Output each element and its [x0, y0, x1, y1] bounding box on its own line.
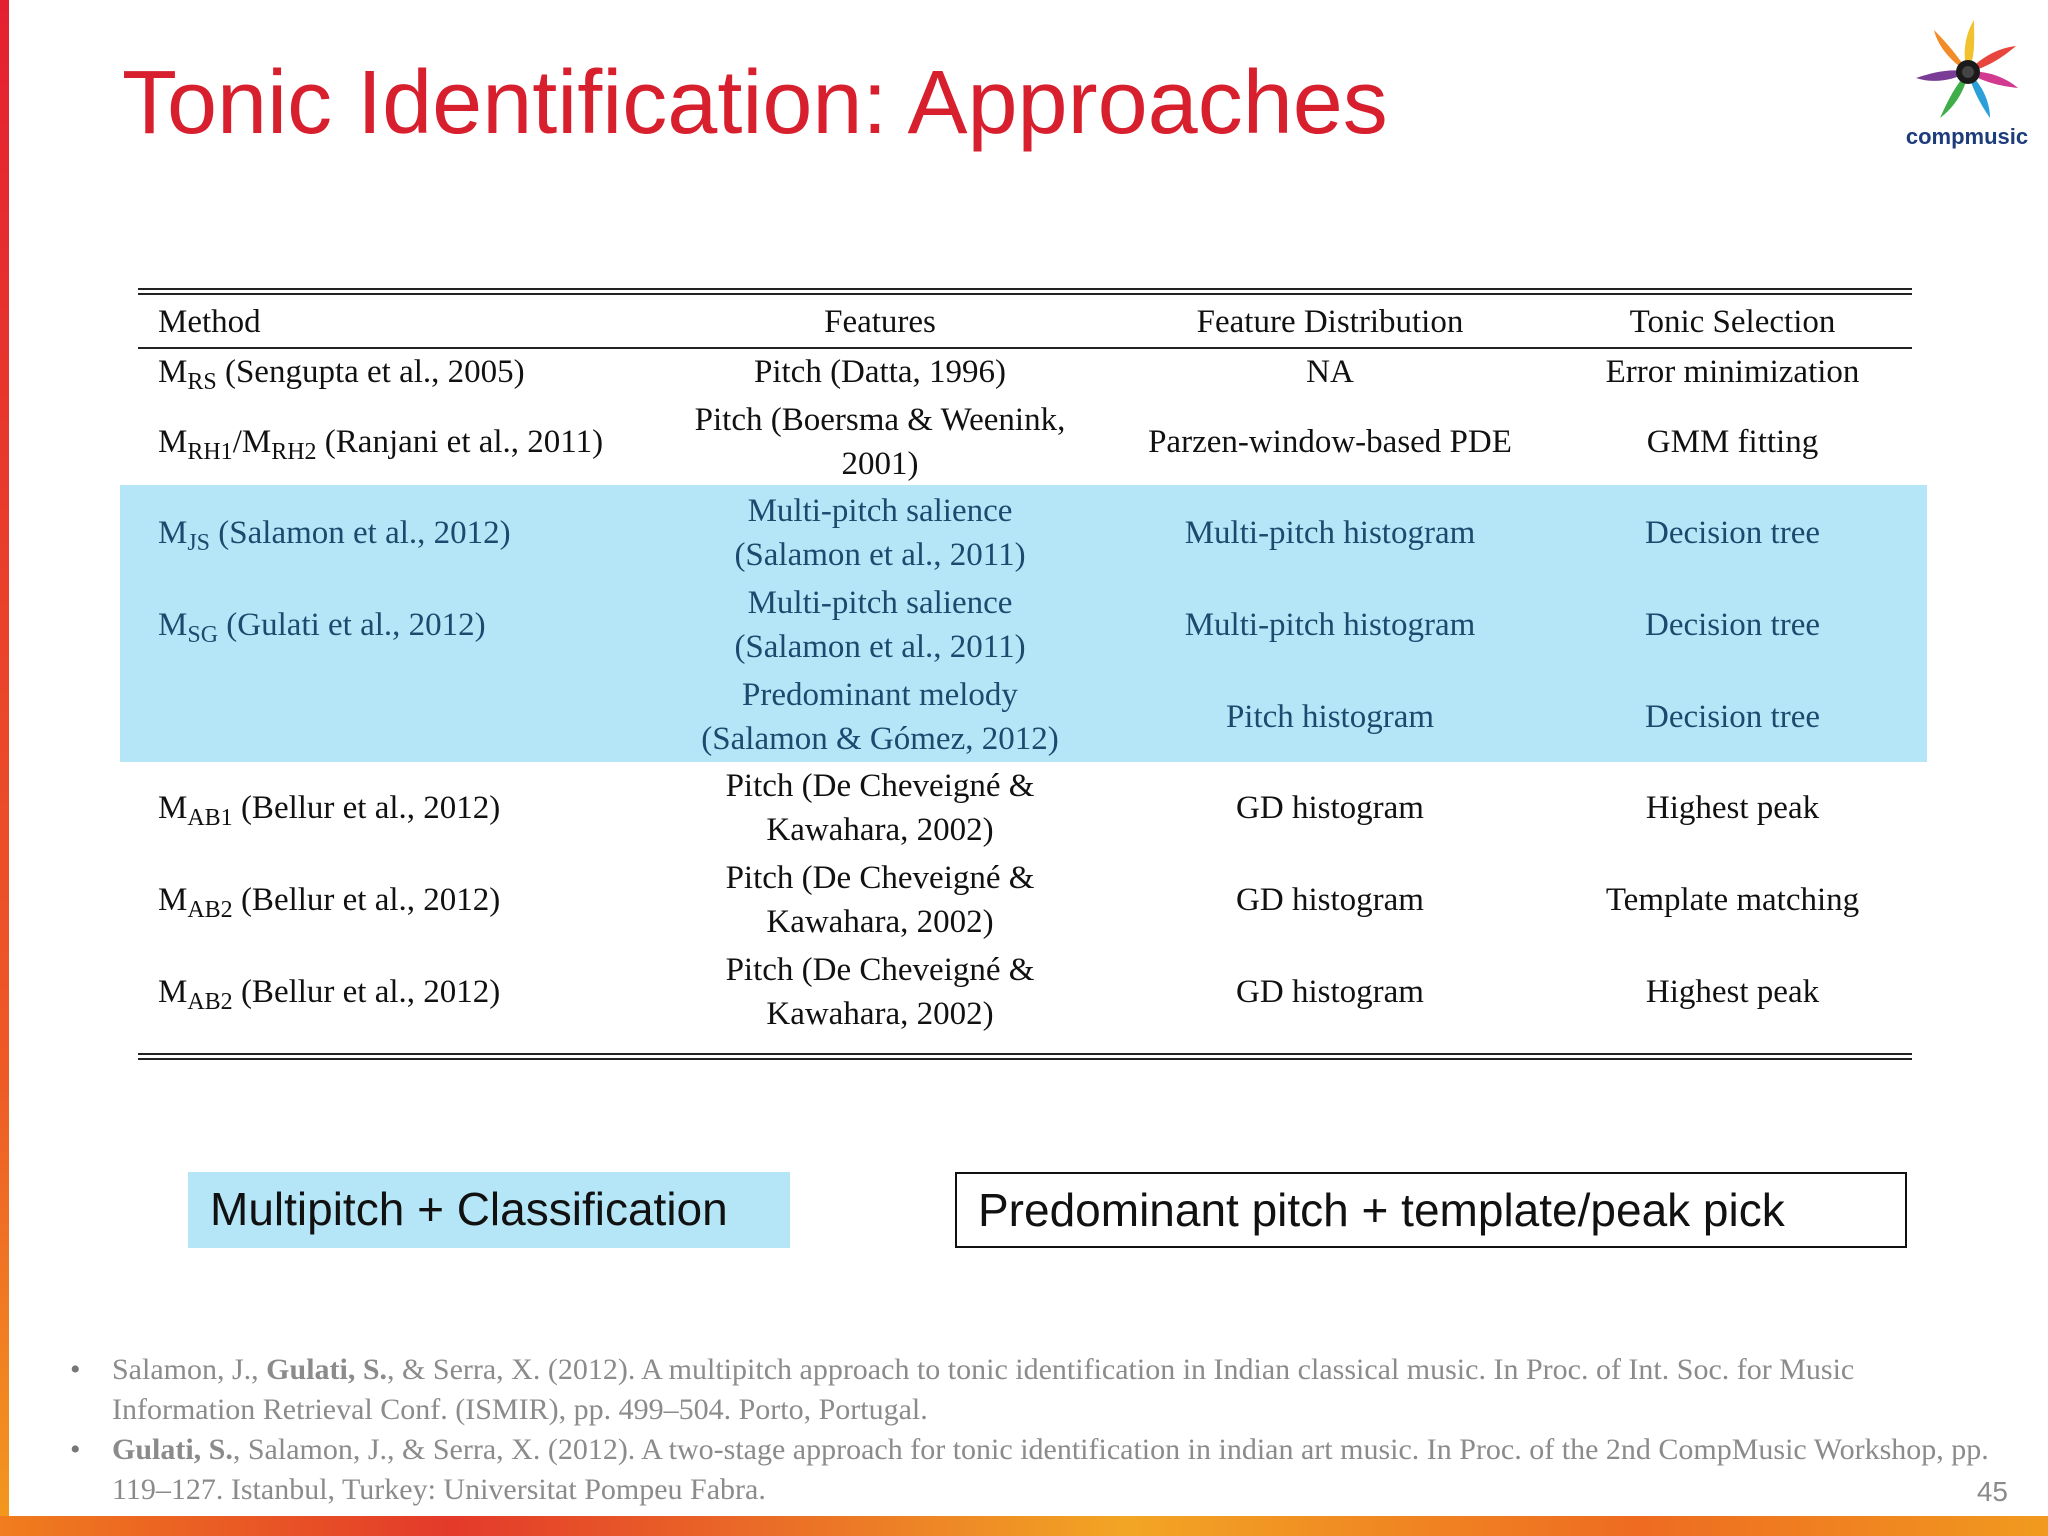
table-top-rule: [138, 288, 1912, 295]
cell-features: Pitch (Boersma & Weenink, 2001): [694, 402, 1066, 482]
cell-distribution: GD histogram: [1236, 790, 1424, 826]
bottom-accent-bar: [0, 1516, 2048, 1536]
reference-item: [70, 1350, 1990, 1430]
cell-features: Predominant melody (Salamon & Gómez, 2012): [701, 677, 1059, 757]
cell-selection: Decision tree: [1644, 607, 1820, 643]
reference-item: [70, 1430, 1990, 1510]
predominant-pitch-label: Predominant pitch + template/peak pick: [955, 1172, 1907, 1248]
cell-method: $M_{RS}$ (Sengupta et al., 2005): [158, 354, 525, 395]
bullet: •: [70, 1433, 81, 1466]
header-features: Features: [824, 304, 936, 340]
cell-features: Multi-pitch salience (Salamon et al., 2011): [734, 493, 1026, 573]
cell-features: Pitch (De Cheveigné & Kawahara, 2002): [725, 952, 1035, 1032]
reference-text: Gulati, S., Salamon, J., & Serra, X. (2012). A two-stage approach for tonic identification in indian art music. In Proc. of the 2nd CompMusic Workshop, pp. 119–127. Istanbul, Turkey: Universitat Pompeu Fabra.: [112, 1433, 1989, 1506]
cell-method: $M_{AB1}$ (Bellur et al., 2012): [158, 790, 501, 831]
bullet: •: [70, 1353, 81, 1386]
header-method: Method: [158, 304, 261, 340]
cell-method: $M_{AB2}$ (Bellur et al., 2012): [158, 882, 501, 923]
cell-method: $M_{AB2}$ (Bellur et al., 2012): [158, 974, 501, 1015]
cell-distribution: Parzen-window-based PDE: [1148, 424, 1512, 460]
cell-distribution: Pitch histogram: [1225, 699, 1435, 735]
cell-features: Pitch (Datta, 1996): [753, 354, 1007, 390]
header-selection: Tonic Selection: [1629, 304, 1836, 340]
cell-features: Multi-pitch salience (Salamon et al., 2011): [734, 585, 1026, 665]
cell-features: Pitch (De Cheveigné & Kawahara, 2002): [725, 768, 1035, 848]
cell-selection: Decision tree: [1644, 515, 1820, 551]
cell-selection: Highest peak: [1645, 790, 1820, 826]
cell-distribution: Multi-pitch histogram: [1184, 515, 1476, 551]
cell-distribution: GD histogram: [1236, 974, 1424, 1010]
cell-selection: GMM fitting: [1646, 424, 1819, 460]
cell-distribution: Multi-pitch histogram: [1184, 607, 1476, 643]
page-number: 45: [1976, 1476, 2008, 1507]
cell-features: Pitch (De Cheveigné & Kawahara, 2002): [725, 860, 1035, 940]
cell-selection: Decision tree: [1644, 699, 1820, 735]
multipitch-classification-label: Multipitch + Classification: [188, 1172, 790, 1248]
slide-title: Tonic Identification: Approaches: [122, 53, 1388, 153]
references-list: [70, 1350, 1990, 1510]
cell-selection: Highest peak: [1645, 974, 1820, 1010]
cell-selection: Template matching: [1605, 882, 1860, 918]
table-header-rule: [138, 347, 1912, 349]
cell-distribution: NA: [1306, 354, 1354, 390]
cell-selection: Error minimization: [1605, 354, 1860, 390]
cell-method: $M_{RH1}/M_{RH2}$ (Ranjani et al., 2011): [158, 424, 604, 465]
cell-method: $M_{JS}$ (Salamon et al., 2012): [158, 515, 511, 556]
table-bottom-rule: [138, 1053, 1912, 1060]
cell-method: $M_{SG}$ (Gulati et al., 2012): [158, 607, 486, 648]
cell-distribution: GD histogram: [1236, 882, 1424, 918]
reference-text: Salamon, J., Gulati, S., & Serra, X. (2012). A multipitch approach to tonic identification in Indian classical music. In Proc. of Int. Soc. for Music Information Retrieval Conf. (ISMIR), pp. 499–504. Porto, Portugal.: [112, 1353, 1855, 1426]
header-distribution: Feature Distribution: [1196, 304, 1464, 340]
logo-text: compmusic: [1898, 124, 2036, 150]
left-accent-bar: [0, 0, 9, 1536]
